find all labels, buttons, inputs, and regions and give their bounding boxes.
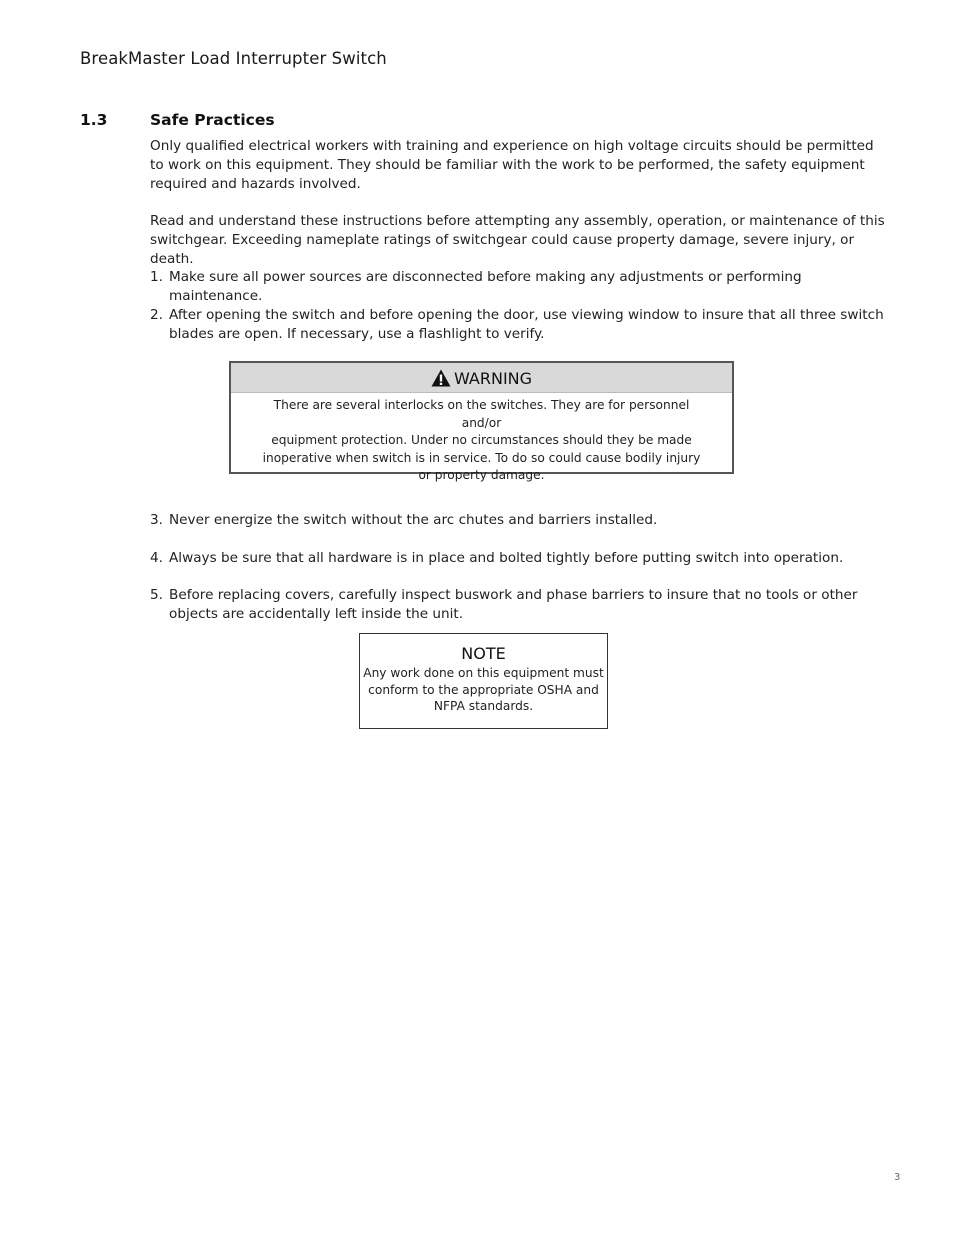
list-item — [150, 511, 890, 530]
list-item — [150, 549, 890, 568]
note-line: conform to the appropriate OSHA and — [368, 682, 599, 697]
list-item-text: Never energize the switch without the arc chutes and barriers installed. — [169, 512, 658, 528]
note-text — [360, 665, 607, 715]
intro-paragraph: Only qualified electrical workers with training and experience on high voltage circuits should be permitted to work on this equipment. They should be familiar with the work to be performed, the safety equipment required and hazards involved. — [150, 138, 874, 192]
instructions-paragraph: Read and understand these instructions before attempting any assembly, operation, or maintenance of this switchgear. Exceeding nameplate ratings of switchgear could cause property damage, severe injury, or death. — [150, 213, 885, 267]
running-header: BreakMaster Load Interrupter Switch — [80, 49, 387, 68]
list-item-text: Make sure all power sources are disconnected before making any adjustments or performing maintenance. — [169, 269, 802, 304]
note-line: Any work done on this equipment must — [363, 666, 604, 680]
section-number: 1.3 — [80, 111, 108, 129]
warning-header — [231, 363, 732, 393]
list-item-text: After opening the switch and before opening the door, use viewing window to insure that all three switch blades are open. If necessary, use a flashlight to verify. — [169, 307, 884, 342]
list-item-number: 3. — [150, 512, 163, 528]
warning-line: equipment protection. Under no circumstances should they be made — [271, 433, 692, 447]
warning-triangle-icon — [431, 369, 451, 387]
list-item — [150, 586, 890, 624]
section-title: Safe Practices — [150, 111, 275, 129]
warning-title: WARNING — [453, 369, 533, 388]
list-item — [150, 306, 890, 344]
list-item-number: 2. — [150, 307, 163, 323]
list-item — [150, 268, 890, 306]
list-item-number: 5. — [150, 587, 163, 603]
warning-text — [231, 393, 732, 485]
warning-line: There are several interlocks on the switches. They are for personnel and/or — [273, 398, 690, 430]
list-item-number: 4. — [150, 550, 163, 566]
note-title: NOTE — [461, 644, 506, 663]
page-number: 3 — [894, 1172, 901, 1183]
note-line: NFPA standards. — [433, 699, 534, 713]
warning-box — [229, 361, 734, 482]
list-item-number: 1. — [150, 269, 163, 285]
warning-line: or property damage. — [418, 468, 545, 482]
warning-line: inoperative when switch is in service. To do so could cause bodily injury — [262, 450, 701, 465]
note-box — [359, 633, 608, 729]
list-item-text: Before replacing covers, carefully inspect buswork and phase barriers to insure that no tools or other objects are accidentally left inside the unit. — [169, 587, 858, 622]
list-item-text: Always be sure that all hardware is in place and bolted tightly before putting switch into operation. — [169, 550, 844, 566]
